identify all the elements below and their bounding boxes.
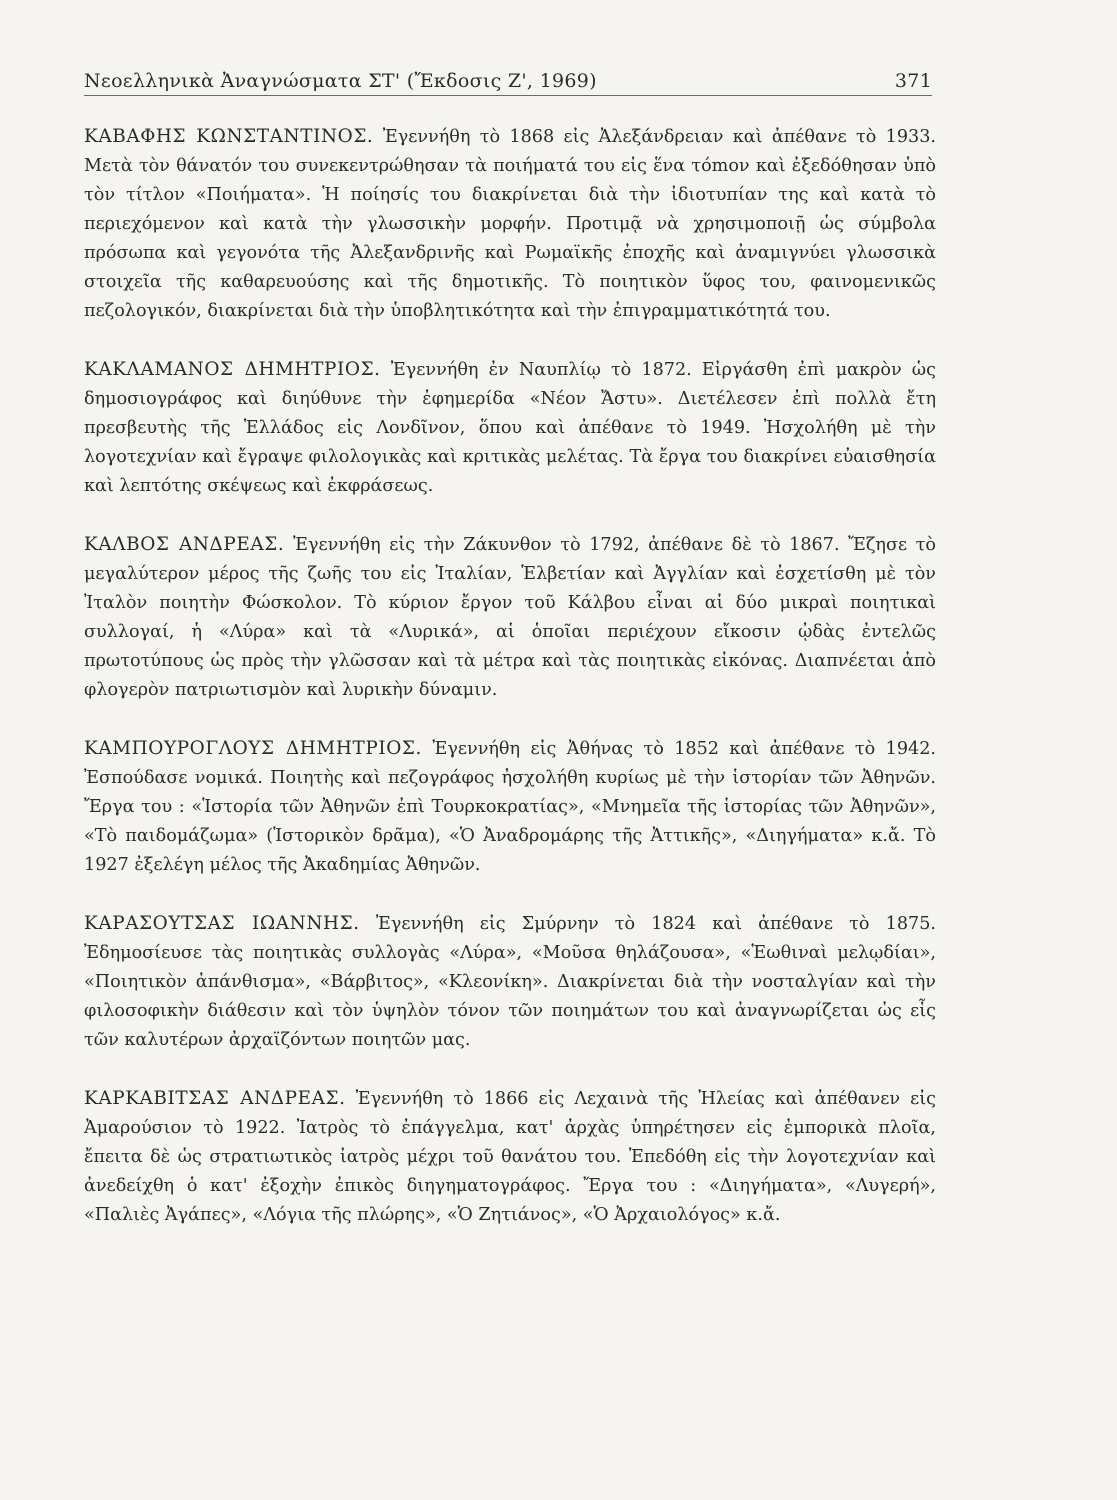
entry-karasoutsas (84, 909, 936, 1055)
entry-name: ΚΑΚΛΑΜΑΝΟΣ ΔΗΜΗΤΡΙΟΣ. (84, 359, 381, 380)
entry-text: Ἐγεννήθη εἰς Ἀθήνας τὸ 1852 καὶ ἀπέθανε τὸ 1942. Ἐσπούδασε νομικά. Ποιητὴς καὶ πεζογράφος ἠσχολήθη κυρίως μὲ τὴν ἱστορίαν τῶν Ἀθηνῶν. Ἔργα του : «Ἱστορία τῶν Ἀθηνῶν ἐπὶ Τουρκοκρατίας», «Μνημεῖα τῆς ἱστορίας τῶν Ἀθηνῶν», «Τὸ παιδομάζωμα» (Ἱστορικὸν δρᾶμα), «Ὁ Ἀναδρομάρης τῆς Ἀττικῆς», «Διηγήματα» κ.ἄ. Τὸ 1927 ἐξελέγη μέλος τῆς Ἀκαδημίας Ἀθηνῶν. (84, 739, 936, 875)
entry-kampouroglous (84, 734, 936, 880)
entry-name: ΚΑΒΑΦΗΣ ΚΩΝΣΤΑΝΤΙΝΟΣ. (84, 126, 374, 147)
entry-kaklamanos (84, 355, 936, 501)
entry-text: Ἐγεννήθη τὸ 1866 εἰς Λεχαινὰ τῆς Ἠλείας καὶ ἀπέθανεν εἰς Ἀμαρούσιον τὸ 1922. Ἰατρὸς τὸ ἐπάγγελμα, κατ' ἀρχὰς ὑπηρέτησεν εἰς ἐμπορικὰ πλοῖα, ἔπειτα δὲ ὡς στρατιωτικὸς ἰατρὸς μέχρι τοῦ θανάτου του. Ἐπεδόθη εἰς τὴν λογοτεχνίαν καὶ ἀνεδείχθη ὁ κατ' ἐξοχὴν ἐπικὸς διηγηματογράφος. Ἔργα του : «Διηγήματα», «Λυγερή», «Παλιὲς Ἀγάπες», «Λόγια τῆς πλώρης», «Ὁ Ζητιάνος», «Ὁ Ἀρχαιολόγος» κ.ἄ. (84, 1089, 937, 1225)
entry-name: ΚΑΡΑΣΟΥΤΣΑΣ ΙΩΑΝΝΗΣ. (84, 913, 360, 934)
entry-text: Ἐγεννήθη εἰς τὴν Ζάκυνθον τὸ 1792, ἀπέθανε δὲ τὸ 1867. Ἔζησε τὸ μεγαλύτερον μέρος τῆς ζωῆς του εἰς Ἰταλίαν, Ἑλβετίαν καὶ Ἀγγλίαν καὶ ἐσχετίσθη μὲ τὸν Ἰταλὸν ποιητὴν Φώσκολον. Τὸ κύριον ἔργον τοῦ Κάλβου εἶναι αἱ δύο μικραὶ ποιητικαὶ συλλογαί, ἡ «Λύρα» καὶ τὰ «Λυρικά», αἱ ὁποῖαι περιέχουν εἴκοσιν ᾠδὰς ἐντελῶς πρωτοτύπους ὡς πρὸς τὴν γλῶσσαν καὶ τὰ μέτρα καὶ τὰς ποιητικὰς εἰκόνας. Διαπνέεται ἀπὸ φλογερὸν πατριωτισμὸν καὶ λυρικὴν δύναμιν. (84, 535, 937, 700)
entry-kavafis (84, 122, 936, 326)
entry-text: Ἐγεννήθη τὸ 1868 εἰς Ἀλεξάνδρειαν καὶ ἀπέθανε τὸ 1933. Μετὰ τὸν θάνατόν του συνεκεντρώθησαν τὰ ποιήματά του εἰς ἕνα τόmον καὶ ἐξεδόθησαν ὑπὸ τὸν τίτλον «Ποιήματα». Ἡ ποίησίς του διακρίνεται διὰ τὴν ἰδιοτυπίαν της καὶ κατὰ τὸ περιεχόμενον καὶ κατὰ τὴν γλωσσικὴν μορφήν. Προτιμᾷ νὰ χρησιμοποιῇ ὡς σύμβολα πρόσωπα καὶ γεγονότα τῆς Ἀλεξανδρινῆς καὶ Ρωμαϊκῆς ἐποχῆς καὶ ἀναμιγνύει γλωσσικὰ στοιχεῖα τῆς καθαρευούσης καὶ τῆς δημοτικῆς. Τὸ ποιητικὸν ὕφος του, φαινομενικῶς πεζολογικόν, διακρίνεται διὰ τὴν ὑποβλητικότητα καὶ τὴν ἐπιγραμματικότητά του. (84, 127, 937, 321)
entry-text: Ἐγεννήθη εἰς Σμύρνην τὸ 1824 καὶ ἀπέθανε τὸ 1875. Ἐδημοσίευσε τὰς ποιητικὰς συλλογὰς «Λύρα», «Μοῦσα θηλάζουσα», «Ἑωθιναὶ μελῳδίαι», «Ποιητικὸν ἀπάνθισμα», «Βάρβιτος», «Κλεονίκη». Διακρίνεται διὰ τὴν νοσταλγίαν καὶ τὴν φιλοσοφικὴν διάθεσιν καὶ τὸν ὑψηλὸν τόνον τῶν ποιημάτων του καὶ ἀναγνωρίζεται ὡς εἷς τῶν καλυτέρων ἀρχαϊζόντων ποιητῶν μας. (84, 914, 936, 1050)
biography-entries (84, 122, 936, 1259)
book-title: Νεοελληνικὰ Ἀναγνώσματα ΣΤ' (Ἔκδοσις Ζ', 1969) (84, 70, 597, 92)
entry-text: Ἐγεννήθη ἐν Ναυπλίῳ τὸ 1872. Εἰργάσθη ἐπὶ μακρὸν ὡς δημοσιογράφος καὶ διηύθυνε τὴν ἐφημερίδα «Νέον Ἄστυ». Διετέλεσεν ἐπὶ πολλὰ ἔτη πρεσβευτὴς τῆς Ἑλλάδος εἰς Λονδῖνον, ὅπου καὶ ἀπέθανε τὸ 1949. Ἠσχολήθη μὲ τὴν λογοτεχνίαν καὶ ἔγραψε φιλολογικὰς καὶ κριτικὰς μελέτας. Τὰ ἔργα του διακρίνει εὐαισθησία καὶ λεπτότης σκέψεως καὶ ἐκφράσεως. (84, 360, 936, 496)
entry-name: ΚΑΛΒΟΣ ΑΝΔΡΕΑΣ. (84, 534, 285, 555)
entry-name: ΚΑΡΚΑΒΙΤΣΑΣ ΑΝΔΡΕΑΣ. (84, 1088, 346, 1109)
entry-kalvos (84, 530, 936, 705)
page-number: 371 (894, 70, 932, 92)
entry-name: ΚΑΜΠΟΥΡΟΓΛΟΥΣ ΔΗΜΗΤΡΙΟΣ. (84, 738, 422, 759)
entry-karkavitsas (84, 1084, 936, 1230)
header-rule (84, 95, 932, 96)
running-header (84, 56, 932, 92)
